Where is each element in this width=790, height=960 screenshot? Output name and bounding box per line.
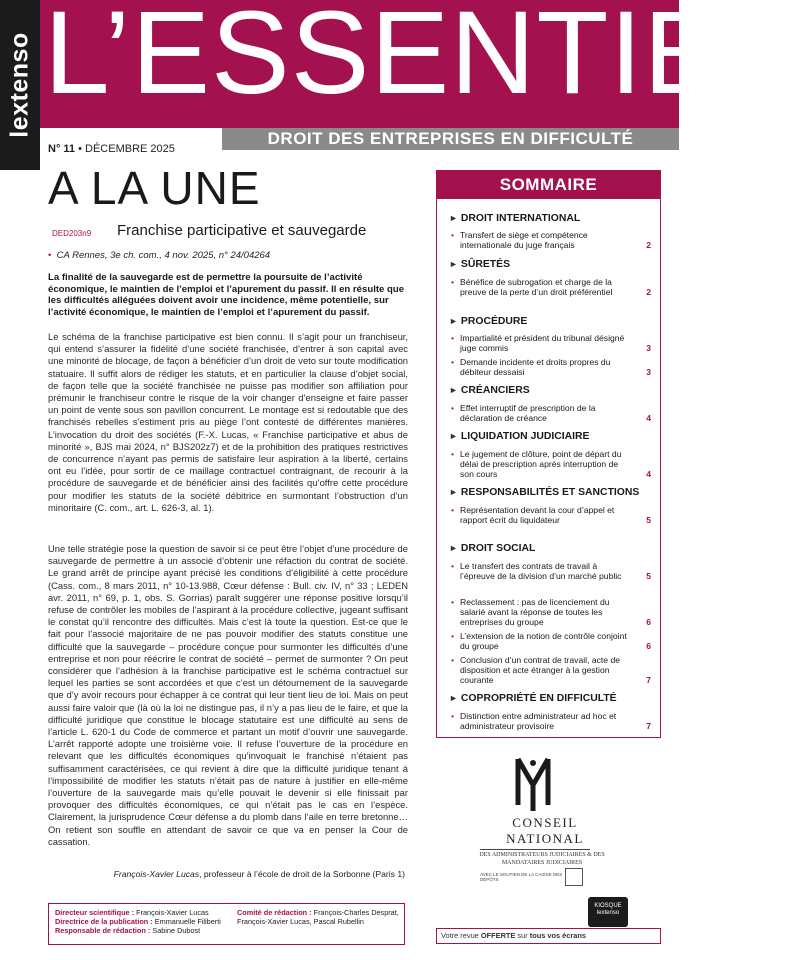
- arrow-icon: ►: [449, 693, 458, 703]
- sommaire-item[interactable]: • Demande incidente et droits propres du débiteur dessaisi 3: [451, 357, 651, 377]
- bullet-icon: •: [451, 277, 455, 287]
- page-number: 4: [646, 413, 651, 423]
- brand-logo: lextenso: [5, 32, 34, 138]
- article-code: DED203n9: [52, 229, 92, 238]
- citation-bullet: •: [48, 250, 52, 261]
- sommaire-box: [436, 170, 661, 738]
- kiosque-line-2: lextenso: [596, 910, 620, 916]
- page-number: 5: [646, 571, 651, 581]
- arrow-icon: ►: [449, 385, 458, 395]
- sommaire-item[interactable]: • Le jugement de clôture, point de départ du délai de prescription après interruption de son cours 4: [451, 449, 651, 479]
- bullet-icon: •: [451, 711, 455, 721]
- arrow-icon: ►: [449, 487, 458, 497]
- masthead-title: L’ESSENTIEL: [44, 0, 790, 119]
- article-title: Franchise participative et sauvegarde: [117, 222, 367, 239]
- brand-tab: [0, 0, 40, 170]
- page-number: 2: [646, 287, 651, 297]
- sommaire-item[interactable]: • Distinction entre administrateur ad hoc et administrateur provisoire 7: [451, 711, 651, 731]
- issue-separator: •: [78, 143, 82, 155]
- section-heading: A LA UNE: [48, 162, 261, 214]
- credit-label: Responsable de rédaction :: [55, 926, 151, 935]
- bullet-icon: •: [451, 333, 455, 343]
- article-paragraph-1: Le schéma de la franchise participative est bien connu. Il s’agit pour un franchiseur, qui entend s’assurer la fidélité d’une société franchisée, d’entrer à son capital avec une minorité de blocage, de façon à bénéficier d’un droit de veto sur toute modification statuaire. Il suffit alors de rédiger les statuts, et en particulier la clause d’objet social, de façon telle que la société franchisée ne puisse pas modifier son affiliation pour prémunir le franchiseur contre le risque de la voir changer d’enseigne et faire passer un point de vente sous son pavillon concurrent. Le montage est si redoutable que des franchisés rebelles s’estiment pris au piège l’ont contesté de différentes manières. L’invocation du droit des sociétés (F.-X. Lucas, « Franchise participative et abus de minorité », BJS mai 2024, n° BJS202z7) et de la prohibition des pratiques restrictives de concurrence n’ayant pas permis de satisfaire leur aspiration à la liberté, certains ont eu l’idée, pour sortir de ce maillage contractuel contraignant, de recourir à la procédure de sauvegarde et de bénéficier ainsi des facilités qu’offre cette procédure pour modifier les statuts de la société débitrice en surmontant l’obstruction d’un minoritaire (C. com., art. L. 626-3, al. 1).: [48, 331, 408, 513]
- author-name: François-Xavier Lucas: [113, 869, 200, 879]
- sommaire-section[interactable]: ► DROIT INTERNATIONAL: [449, 213, 581, 224]
- arrow-icon: ►: [449, 543, 458, 553]
- sommaire-item[interactable]: • Reclassement : pas de licenciement du salarié avant la réponse de toutes les entreprises du groupe 6: [451, 597, 651, 627]
- article-paragraph-2: Une telle stratégie pose la question de savoir si ce peut être l’objet d’une procédure de sauvegarde de permettre à un associé d’obtenir une réfaction du contrat de société. Le grand arrêt de principe ayant précisé les conditions d’éligibilité à cette procédure (Cass. com., 8 mars 2011, n° 10-13.988, Cœur défense : Bull. civ. IV, n° 33 ; LEDEN avr. 2011, n° 69, p. 1, obs. S. Gorrias) paraît suggérer une réponse positive lorsqu’il refuse de contrôler les mobiles de l’aspirant à la procédure collective, jugeant suffisant le constat qu’il rencontre des difficultés. Mais c’est là toute la question. Est-ce que le fait pour l’associé majoritaire de ne pas pouvoir modifier des statuts constitue une difficulté que la sauvegarde – procédure conçue pour surmonter les difficultés d’une entreprise et non pour réécrire le contrat de société – permet de surmonter ? On peut considérer que l’adhésion à la franchise participative est le schéma contractuel sur lequel les parties se sont accordées et que c’est un détournement de la sauvegarde que d’y avoir recours pour échapper à ce contrat qui leur tient lieu de loi. Mais on peut aussi faire valoir que (là où la loi ne distingue pas, il n’y a pas lieu de le faire, et que la difficulté juridique que constitue le blocage statutaire est une difficulté au sens de l’article L. 620-1 du Code de commerce et partant un motif d’ouvrir une sauvegarde. L’arrêt rapporté adopte une troisième voie. Il refuse l’ouverture de la procédure en relevant que les difficultés économiques qu’invoquait le franchisé n’étaient pas suffisamment caractérisées, ce qui revient à dire que la difficulté juridique tenant à l’impossibilité de modifier les statuts n’était pas de nature à justifier en elle-même l’ouverture de la sauvegarde mais qu’elle pouvait le devenir si elle finissait par provoquer des difficultés économiques, ce qui n’était pas le cas en l’espèce. Clairement, la jurisprudence Cœur défense a du plomb dans l’aile en terre bretonne… On retient son souffle en attendant de savoir ce que va en penser la Cour de cassation.: [48, 543, 408, 847]
- partner-line-1: CONSEIL: [512, 815, 578, 830]
- sommaire-item[interactable]: • Le transfert des contrats de travail à l’épreuve de la division d’un marché public 5: [451, 561, 651, 581]
- article-lead: La finalité de la sauvegarde est de permettre la poursuite de l’activité économique, le maintien de l’emploi et l’apurement du passif. Il en résulte que les difficultés alléguées doivent avoir une incidence, même potentielle, sur l’activité économique, le maintien de l’emploi et l’apurement du passif.: [48, 272, 405, 318]
- bullet-icon: •: [451, 597, 455, 607]
- page-number: 4: [646, 469, 651, 479]
- bullet-icon: •: [451, 561, 455, 571]
- credits-left: [55, 908, 235, 935]
- arrow-icon: ►: [449, 431, 458, 441]
- offer-banner[interactable]: [436, 928, 661, 944]
- citation-text: CA Rennes, 3e ch. com., 4 nov. 2025, n° 24/04264: [56, 250, 271, 261]
- article-author: [48, 869, 405, 879]
- page-number: 2: [646, 240, 651, 250]
- offer-mid: sur: [515, 931, 530, 940]
- sommaire-section[interactable]: ► CRÉANCIERS: [449, 385, 530, 396]
- bullet-icon: •: [451, 449, 455, 459]
- caisse-logo-icon: [565, 868, 583, 886]
- sommaire-section[interactable]: ► COPROPRIÉTÉ EN DIFFICULTÉ: [449, 693, 617, 704]
- credits-box: [48, 903, 405, 945]
- arrow-icon: ►: [449, 316, 458, 326]
- bullet-icon: •: [451, 403, 455, 413]
- scales-logo-icon: [510, 755, 556, 813]
- bullet-icon: •: [451, 505, 455, 515]
- issue-line: [48, 143, 175, 155]
- sommaire-section[interactable]: ► SÛRETÉS: [449, 259, 510, 270]
- page-number: 6: [646, 641, 651, 651]
- bullet-icon: •: [451, 230, 455, 240]
- page-number: 7: [646, 721, 651, 731]
- issue-number: N° 11: [48, 143, 76, 155]
- sommaire-item[interactable]: • L’extension de la notion de contrôle conjoint du groupe 6: [451, 631, 651, 651]
- partner-rule: [480, 849, 590, 850]
- credit-value: Emmanuelle Filiberti: [154, 917, 221, 926]
- sommaire-section[interactable]: ► DROIT SOCIAL: [449, 543, 536, 554]
- sommaire-section[interactable]: ► PROCÉDURE: [449, 316, 528, 327]
- page-number: 5: [646, 515, 651, 525]
- kiosque-badge[interactable]: [588, 897, 628, 927]
- support-text: AVEC LE SOUTIEN DE LA CAISSE DES DÉPÔTS: [480, 872, 563, 882]
- credit-value: Sabine Dubost: [152, 926, 201, 935]
- partner-line-3: DES ADMINISTRATEURS JUDICIAIRES & DES MANDATAIRES JUDICIAIRES: [479, 852, 605, 866]
- masthead-subtitle-bar: [222, 128, 679, 150]
- issue-date: DÉCEMBRE 2025: [85, 143, 175, 155]
- page-number: 7: [646, 675, 651, 685]
- credit-label: Directrice de la publication :: [55, 917, 153, 926]
- credit-label: Directeur scientifique :: [55, 908, 135, 917]
- kiosque-line-1: KIOSQUE: [594, 903, 622, 909]
- offer-bold-2: tous vos écrans: [529, 931, 587, 940]
- page-number: 3: [646, 343, 651, 353]
- bullet-icon: •: [451, 631, 455, 641]
- sommaire-title: SOMMAIRE: [437, 171, 660, 199]
- sommaire-item[interactable]: • Impartialité et président du tribunal désigné juge commis 3: [451, 333, 651, 353]
- sommaire-item[interactable]: • Effet interruptif de prescription de la déclaration de créance 4: [451, 403, 651, 423]
- credit-label: Comité de rédaction :: [237, 908, 312, 917]
- credits-right: [237, 908, 402, 926]
- sommaire-item[interactable]: • Bénéfice de subrogation et charge de la preuve de la perte d’un droit préférentiel 2: [451, 277, 651, 297]
- offer-bold-1: OFFERTE: [480, 931, 516, 940]
- partner-line-2: NATIONAL: [506, 831, 584, 846]
- masthead-subtitle: DROIT DES ENTREPRISES EN DIFFICULTÉ: [267, 129, 634, 148]
- arrow-icon: ►: [449, 213, 458, 223]
- page-number: 6: [646, 617, 651, 627]
- sommaire-section[interactable]: ► RESPONSABILITÉS ET SANCTIONS: [449, 487, 640, 498]
- article-citation: [48, 250, 270, 261]
- sommaire-item[interactable]: • Transfert de siège et compétence internationale du juge français 2: [451, 230, 651, 250]
- sommaire-item[interactable]: • Représentation devant la cour d’appel et rapport écrit du liquidateur 5: [451, 505, 651, 525]
- credit-value: François-Charles Desprat, François-Xavier Lucas, Pascal Rubellin: [237, 908, 399, 926]
- credit-value: François-Xavier Lucas: [136, 908, 209, 917]
- arrow-icon: ►: [449, 259, 458, 269]
- author-role: , professeur à l’école de droit de la Sorbonne (Paris 1): [199, 869, 405, 879]
- offer-prefix: Votre revue: [441, 931, 481, 940]
- page-number: 3: [646, 367, 651, 377]
- bullet-icon: •: [451, 655, 455, 665]
- sommaire-section[interactable]: ► LIQUIDATION JUDICIAIRE: [449, 431, 590, 442]
- bullet-icon: •: [451, 357, 455, 367]
- sommaire-item[interactable]: • Conclusion d’un contrat de travail, acte de disposition et acte étranger à la gestion courante 7: [451, 655, 651, 685]
